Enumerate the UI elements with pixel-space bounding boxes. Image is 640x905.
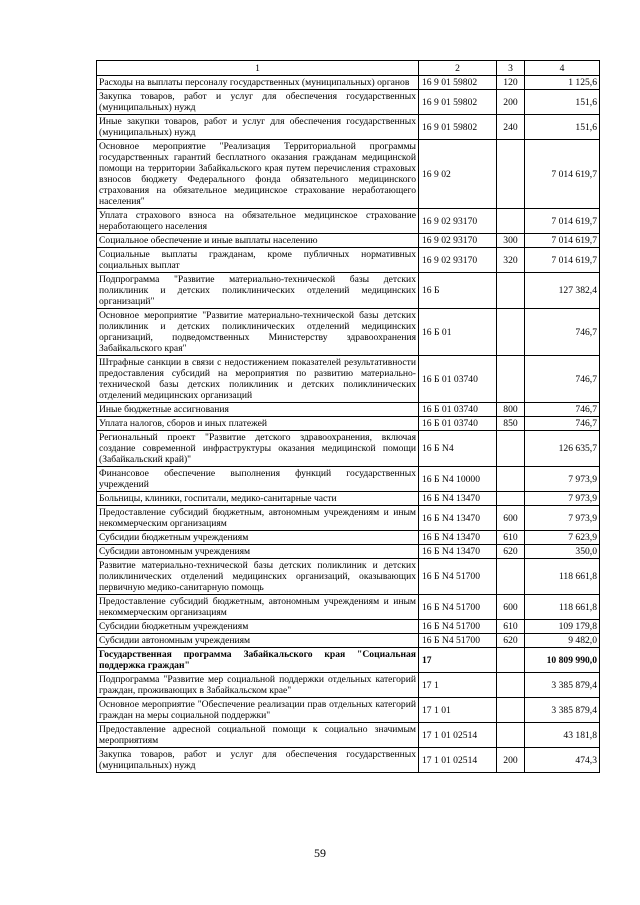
row-code: 16 Б N4 13470	[419, 506, 497, 531]
row-name: Подпрограмма "Развитие материально-технической базы детских поликлиник и детских поликлинических отделений медицинских организаций"	[97, 273, 419, 309]
table-row	[97, 748, 600, 773]
row-expense-type	[497, 356, 525, 403]
table-row	[97, 492, 600, 506]
row-name: Иные закупки товаров, работ и услуг для обеспечения государственных (муниципальных) нужд	[97, 115, 419, 140]
row-name: Основное мероприятие "Развитие материально-технической базы детских поликлиник и детских поликлинических отделений медицинских организаций, подведомственных Министерству здравоохранения Забайкальского края"	[97, 309, 419, 356]
row-amount: 746,7	[525, 417, 600, 431]
table-row	[97, 76, 600, 90]
table-row	[97, 403, 600, 417]
row-code: 16 Б 01 03740	[419, 356, 497, 403]
row-name: Субсидии бюджетным учреждениям	[97, 531, 419, 545]
row-expense-type	[497, 431, 525, 467]
table-row	[97, 634, 600, 648]
row-expense-type: 200	[497, 90, 525, 115]
row-amount: 7 014 619,7	[525, 140, 600, 209]
row-expense-type: 610	[497, 531, 525, 545]
row-amount: 350,0	[525, 545, 600, 559]
row-code: 16 Б N4 10000	[419, 467, 497, 492]
row-name: Расходы на выплаты персоналу государственных (муниципальных) органов	[97, 76, 419, 90]
row-code: 16 Б N4 13470	[419, 545, 497, 559]
row-code: 16 Б N4 51700	[419, 620, 497, 634]
row-expense-type	[497, 140, 525, 209]
row-expense-type	[497, 723, 525, 748]
table-row	[97, 698, 600, 723]
row-name: Социальные выплаты гражданам, кроме публичных нормативных социальных выплат	[97, 248, 419, 273]
row-expense-type: 620	[497, 634, 525, 648]
row-amount: 126 635,7	[525, 431, 600, 467]
table-row	[97, 356, 600, 403]
header-col-4: 4	[525, 61, 600, 76]
header-col-2: 2	[419, 61, 497, 76]
table-body	[97, 76, 600, 773]
row-expense-type: 620	[497, 545, 525, 559]
row-expense-type	[497, 467, 525, 492]
table-row	[97, 417, 600, 431]
row-name: Закупка товаров, работ и услуг для обеспечения государственных (муниципальных) нужд	[97, 748, 419, 773]
table-row	[97, 673, 600, 698]
row-code: 17 1	[419, 673, 497, 698]
row-amount: 118 661,8	[525, 595, 600, 620]
table-row	[97, 273, 600, 309]
row-amount: 9 482,0	[525, 634, 600, 648]
row-expense-type	[497, 209, 525, 234]
table-row	[97, 467, 600, 492]
row-name: Основное мероприятие "Реализация Территориальной программы государственных гарантий бесплатного оказания гражданам медицинской помощи на территории Забайкальского края путем перечисления страховых взносов бюджету Федерального фонда обязательного медицинского страхования на обязательное медицинское страхование неработающего населения"	[97, 140, 419, 209]
row-name: Субсидии бюджетным учреждениям	[97, 620, 419, 634]
row-name: Подпрограмма "Развитие мер социальной поддержки отдельных категорий граждан, проживающих в Забайкальском крае"	[97, 673, 419, 698]
page-number: 59	[314, 846, 326, 860]
row-amount: 7 973,9	[525, 467, 600, 492]
row-expense-type: 300	[497, 234, 525, 248]
row-code: 16 Б N4 51700	[419, 559, 497, 595]
row-expense-type: 850	[497, 417, 525, 431]
header-row	[97, 61, 600, 76]
row-expense-type: 600	[497, 506, 525, 531]
row-expense-type	[497, 273, 525, 309]
row-expense-type	[497, 309, 525, 356]
row-amount: 7 014 619,7	[525, 234, 600, 248]
row-name: Предоставление адресной социальной помощи к социально значимым мероприятиям	[97, 723, 419, 748]
table-row	[97, 723, 600, 748]
row-amount: 151,6	[525, 90, 600, 115]
row-name: Социальное обеспечение и иные выплаты населению	[97, 234, 419, 248]
row-amount: 474,3	[525, 748, 600, 773]
row-code: 16 9 01 59802	[419, 115, 497, 140]
row-amount: 746,7	[525, 403, 600, 417]
row-expense-type: 240	[497, 115, 525, 140]
row-expense-type	[497, 492, 525, 506]
row-amount: 3 385 879,4	[525, 673, 600, 698]
row-amount: 7 014 619,7	[525, 209, 600, 234]
row-name: Предоставление субсидий бюджетным, автономным учреждениям и иным некоммерческим организациям	[97, 506, 419, 531]
row-expense-type	[497, 559, 525, 595]
row-name: Финансовое обеспечение выполнения функций государственных учреждений	[97, 467, 419, 492]
row-name: Закупка товаров, работ и услуг для обеспечения государственных (муниципальных) нужд	[97, 90, 419, 115]
row-name: Предоставление субсидий бюджетным, автономным учреждениям и иным некоммерческим организациям	[97, 595, 419, 620]
row-name: Развитие материально-технической базы детских поликлиник и детских поликлинических отделений медицинских организаций, оказывающих первичную медико-санитарную помощь	[97, 559, 419, 595]
row-amount: 7 973,9	[525, 506, 600, 531]
table-row	[97, 431, 600, 467]
table-row	[97, 209, 600, 234]
row-amount: 746,7	[525, 356, 600, 403]
row-code: 16 Б N4 13470	[419, 492, 497, 506]
header-col-1: 1	[97, 61, 419, 76]
row-code: 16 9 02 93170	[419, 248, 497, 273]
row-name: Штрафные санкции в связи с недостижением показателей результативности предоставления субсидий на мероприятия по развитию материально-технической базы детских поликлиник и детских поликлинических отделений медицинских организаций	[97, 356, 419, 403]
row-amount: 3 385 879,4	[525, 698, 600, 723]
row-code: 16 Б N4 51700	[419, 595, 497, 620]
row-expense-type: 610	[497, 620, 525, 634]
row-code: 17 1 01	[419, 698, 497, 723]
table-row	[97, 248, 600, 273]
row-expense-type	[497, 648, 525, 673]
row-code: 17	[419, 648, 497, 673]
row-expense-type	[497, 673, 525, 698]
row-name: Больницы, клиники, госпитали, медико-санитарные части	[97, 492, 419, 506]
table-row	[97, 90, 600, 115]
table-row	[97, 648, 600, 673]
table-row	[97, 140, 600, 209]
budget-document	[96, 60, 599, 773]
table-row	[97, 620, 600, 634]
header-col-3: 3	[497, 61, 525, 76]
row-expense-type: 320	[497, 248, 525, 273]
row-amount: 151,6	[525, 115, 600, 140]
row-code: 16 9 01 59802	[419, 90, 497, 115]
row-amount: 43 181,8	[525, 723, 600, 748]
row-expense-type: 800	[497, 403, 525, 417]
row-amount: 118 661,8	[525, 559, 600, 595]
row-code: 16 Б 01 03740	[419, 417, 497, 431]
row-name: Уплата страхового взноса на обязательное медицинское страхование неработающего населения	[97, 209, 419, 234]
table-row	[97, 545, 600, 559]
row-name: Иные бюджетные ассигнования	[97, 403, 419, 417]
table-row	[97, 595, 600, 620]
row-expense-type: 120	[497, 76, 525, 90]
row-code: 16 9 02 93170	[419, 209, 497, 234]
table-row	[97, 115, 600, 140]
row-code: 16 Б N4	[419, 431, 497, 467]
row-amount: 746,7	[525, 309, 600, 356]
table-row	[97, 506, 600, 531]
row-code: 16 9 01 59802	[419, 76, 497, 90]
row-name: Уплата налогов, сборов и иных платежей	[97, 417, 419, 431]
row-amount: 10 809 990,0	[525, 648, 600, 673]
row-expense-type: 600	[497, 595, 525, 620]
row-amount: 7 014 619,7	[525, 248, 600, 273]
row-code: 16 Б N4 51700	[419, 634, 497, 648]
row-name: Региональный проект "Развитие детского здравоохранения, включая создание современной инфраструктуры оказания медицинской помощи (Забайкальский край)"	[97, 431, 419, 467]
row-name: Основное мероприятие "Обеспечение реализации прав отдельных категорий граждан на меры социальной поддержки"	[97, 698, 419, 723]
row-code: 16 9 02 93170	[419, 234, 497, 248]
row-name: Субсидии автономным учреждениям	[97, 634, 419, 648]
row-expense-type: 200	[497, 748, 525, 773]
row-code: 17 1 01 02514	[419, 723, 497, 748]
row-amount: 109 179,8	[525, 620, 600, 634]
row-amount: 127 382,4	[525, 273, 600, 309]
budget-table	[96, 60, 600, 773]
row-amount: 1 125,6	[525, 76, 600, 90]
table-row	[97, 559, 600, 595]
table-row	[97, 309, 600, 356]
row-amount: 7 623,9	[525, 531, 600, 545]
row-amount: 7 973,9	[525, 492, 600, 506]
table-row	[97, 531, 600, 545]
row-expense-type	[497, 698, 525, 723]
row-name: Государственная программа Забайкальского края "Социальная поддержка граждан"	[97, 648, 419, 673]
row-name: Субсидии автономным учреждениям	[97, 545, 419, 559]
row-code: 16 Б	[419, 273, 497, 309]
row-code: 16 Б N4 13470	[419, 531, 497, 545]
row-code: 16 Б 01 03740	[419, 403, 497, 417]
table-row	[97, 234, 600, 248]
row-code: 16 9 02	[419, 140, 497, 209]
row-code: 16 Б 01	[419, 309, 497, 356]
row-code: 17 1 01 02514	[419, 748, 497, 773]
